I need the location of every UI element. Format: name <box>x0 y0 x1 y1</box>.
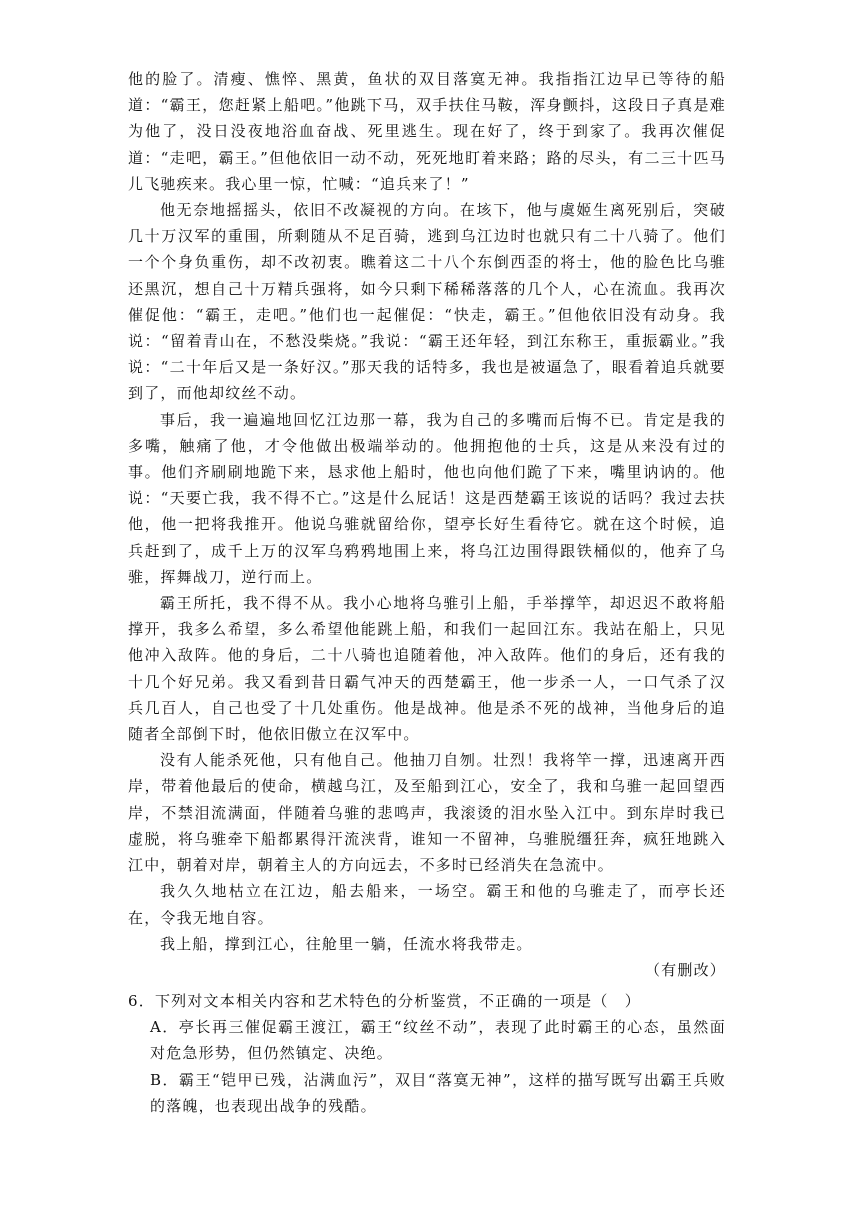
story-paragraph-5: 没有人能杀死他，只有他自己。他抽刀自刎。壮烈！我将竿一撑，迅速离开西岸，带着他最后的使命，横越乌江，及至船到江心，安全了，我和乌骓一起回望西岸，不禁泪流满面，伴随着乌骓的悲鸣声，我滚烫的泪水坠入江中。到东岸时我已虚脱，将乌骓牵下船都累得汗流浃背，谁知一不留神，乌骓脱缰狂奔，疯狂地跳入江中，朝着对岸，朝着主人的方向远去，不多时已经消失在急流中。 <box>128 751 726 875</box>
story-paragraph-1: 他的脸了。清瘦、憔悴、黑黄，鱼状的双目落寞无神。我指指江边早已等待的船道：“霸王，您赶紧上船吧。”他跳下马，双手扶住马鞍，浑身颤抖，这段日子真是难为他了，没日没夜地浴血奋战、死里逃生。现在好了，终于到家了。我再次催促道：“走吧，霸王。”但他依旧一动不动，死死地盯着来路；路的尽头，有二三十匹马儿飞驰疾来。我心里一惊，忙喊：“追兵来了！” <box>128 70 726 193</box>
story-text <box>128 66 726 983</box>
story-paragraph-7: 我上船，撑到江心，往舱里一躺，任流水将我带走。 <box>160 934 533 953</box>
story-paragraph-3: 事后，我一遍遍地回忆江边那一幕，我为自己的多嘴而后悔不已。肯定是我的多嘴，触痛了他，才令他做出极端举动的。他拥抱他的士兵，这是从来没有过的事。他们齐刷刷地跪下来，恳求他上船时，他也向他们跪了下来，嘴里讷讷的。他说：“天要亡我，我不得不亡。”这是什么屁话！这是西楚霸王该说的话吗？我过去扶他，他一把将我推开。他说乌骓就留给你，望亭长好生看待它。就在这个时候，追兵赶到了，成千上万的汉军乌鸦鸦地围上来，将乌江边围得跟铁桶似的，他弃了乌骓，挥舞战刀，逆行而上。 <box>128 410 726 586</box>
story-paragraph-2: 他无奈地摇摇头，依旧不改凝视的方向。在垓下，他与虞姬生离死别后，突破几十万汉军的重围，所剩随从不足百骑，逃到乌江边时也就只有二十八骑了。他们一个个身负重伤，却不改初衷。瞧着这二十八个东倒西歪的将士，他的脸色比乌骓还黑沉，想自己十万精兵强将，如今只剩下稀稀落落的几个人，心在流血。我再次催促他：“霸王，走吧。”他们也一起催促：“快走，霸王。”但他依旧没有动身。我说：“留着青山在，不愁没柴烧。”我说：“霸王还年轻，到江东称王，重振霸业。”我说：“二十年后又是一条好汉。”那天我的话特多，我也是被逼急了，眼看着追兵就要到了，而他却纹丝不动。 <box>128 201 726 403</box>
source-note: （有删改） <box>644 960 726 979</box>
option-b[interactable]: B．霸王“铠甲已残，沾满血污”，双目“落寞无神”，这样的描写既写出霸王兵败的落魄，也表现出战争的残酷。 <box>150 1070 726 1115</box>
story-paragraph-4: 霸王所托，我不得不从。我小心地将乌骓引上船，手举撑竿，却迟迟不敢将船撑开，我多么希望，多么希望他能跳上船，和我们一起回江东。我站在船上，只见他冲入敌阵。他的身后，二十八骑也追随着他，冲入敌阵。他们的身后，还有我的十几个好兄弟。我又看到昔日霸气冲天的西楚霸王，他一步杀一人，一口气杀了汉兵几百人，自己也受了十几处重伤。他是战神。他是杀不死的战神，当他身后的追随者全部倒下时，他依旧傲立在汉军中。 <box>128 594 726 744</box>
question-6 <box>128 988 726 1119</box>
story-paragraph-6: 我久久地枯立在江边，船去船来，一场空。霸王和他的乌骓走了，而亭长还在，令我无地自容。 <box>128 882 726 927</box>
question-stem: 6．下列对文本相关内容和艺术特色的分析鉴赏，不正确的一项是（ ） <box>128 992 641 1010</box>
option-a[interactable]: A．亭长再三催促霸王渡江，霸王“纹丝不动”，表现了此时霸王的心态，虽然面对危急形势，但仍然镇定、决绝。 <box>150 1018 726 1063</box>
